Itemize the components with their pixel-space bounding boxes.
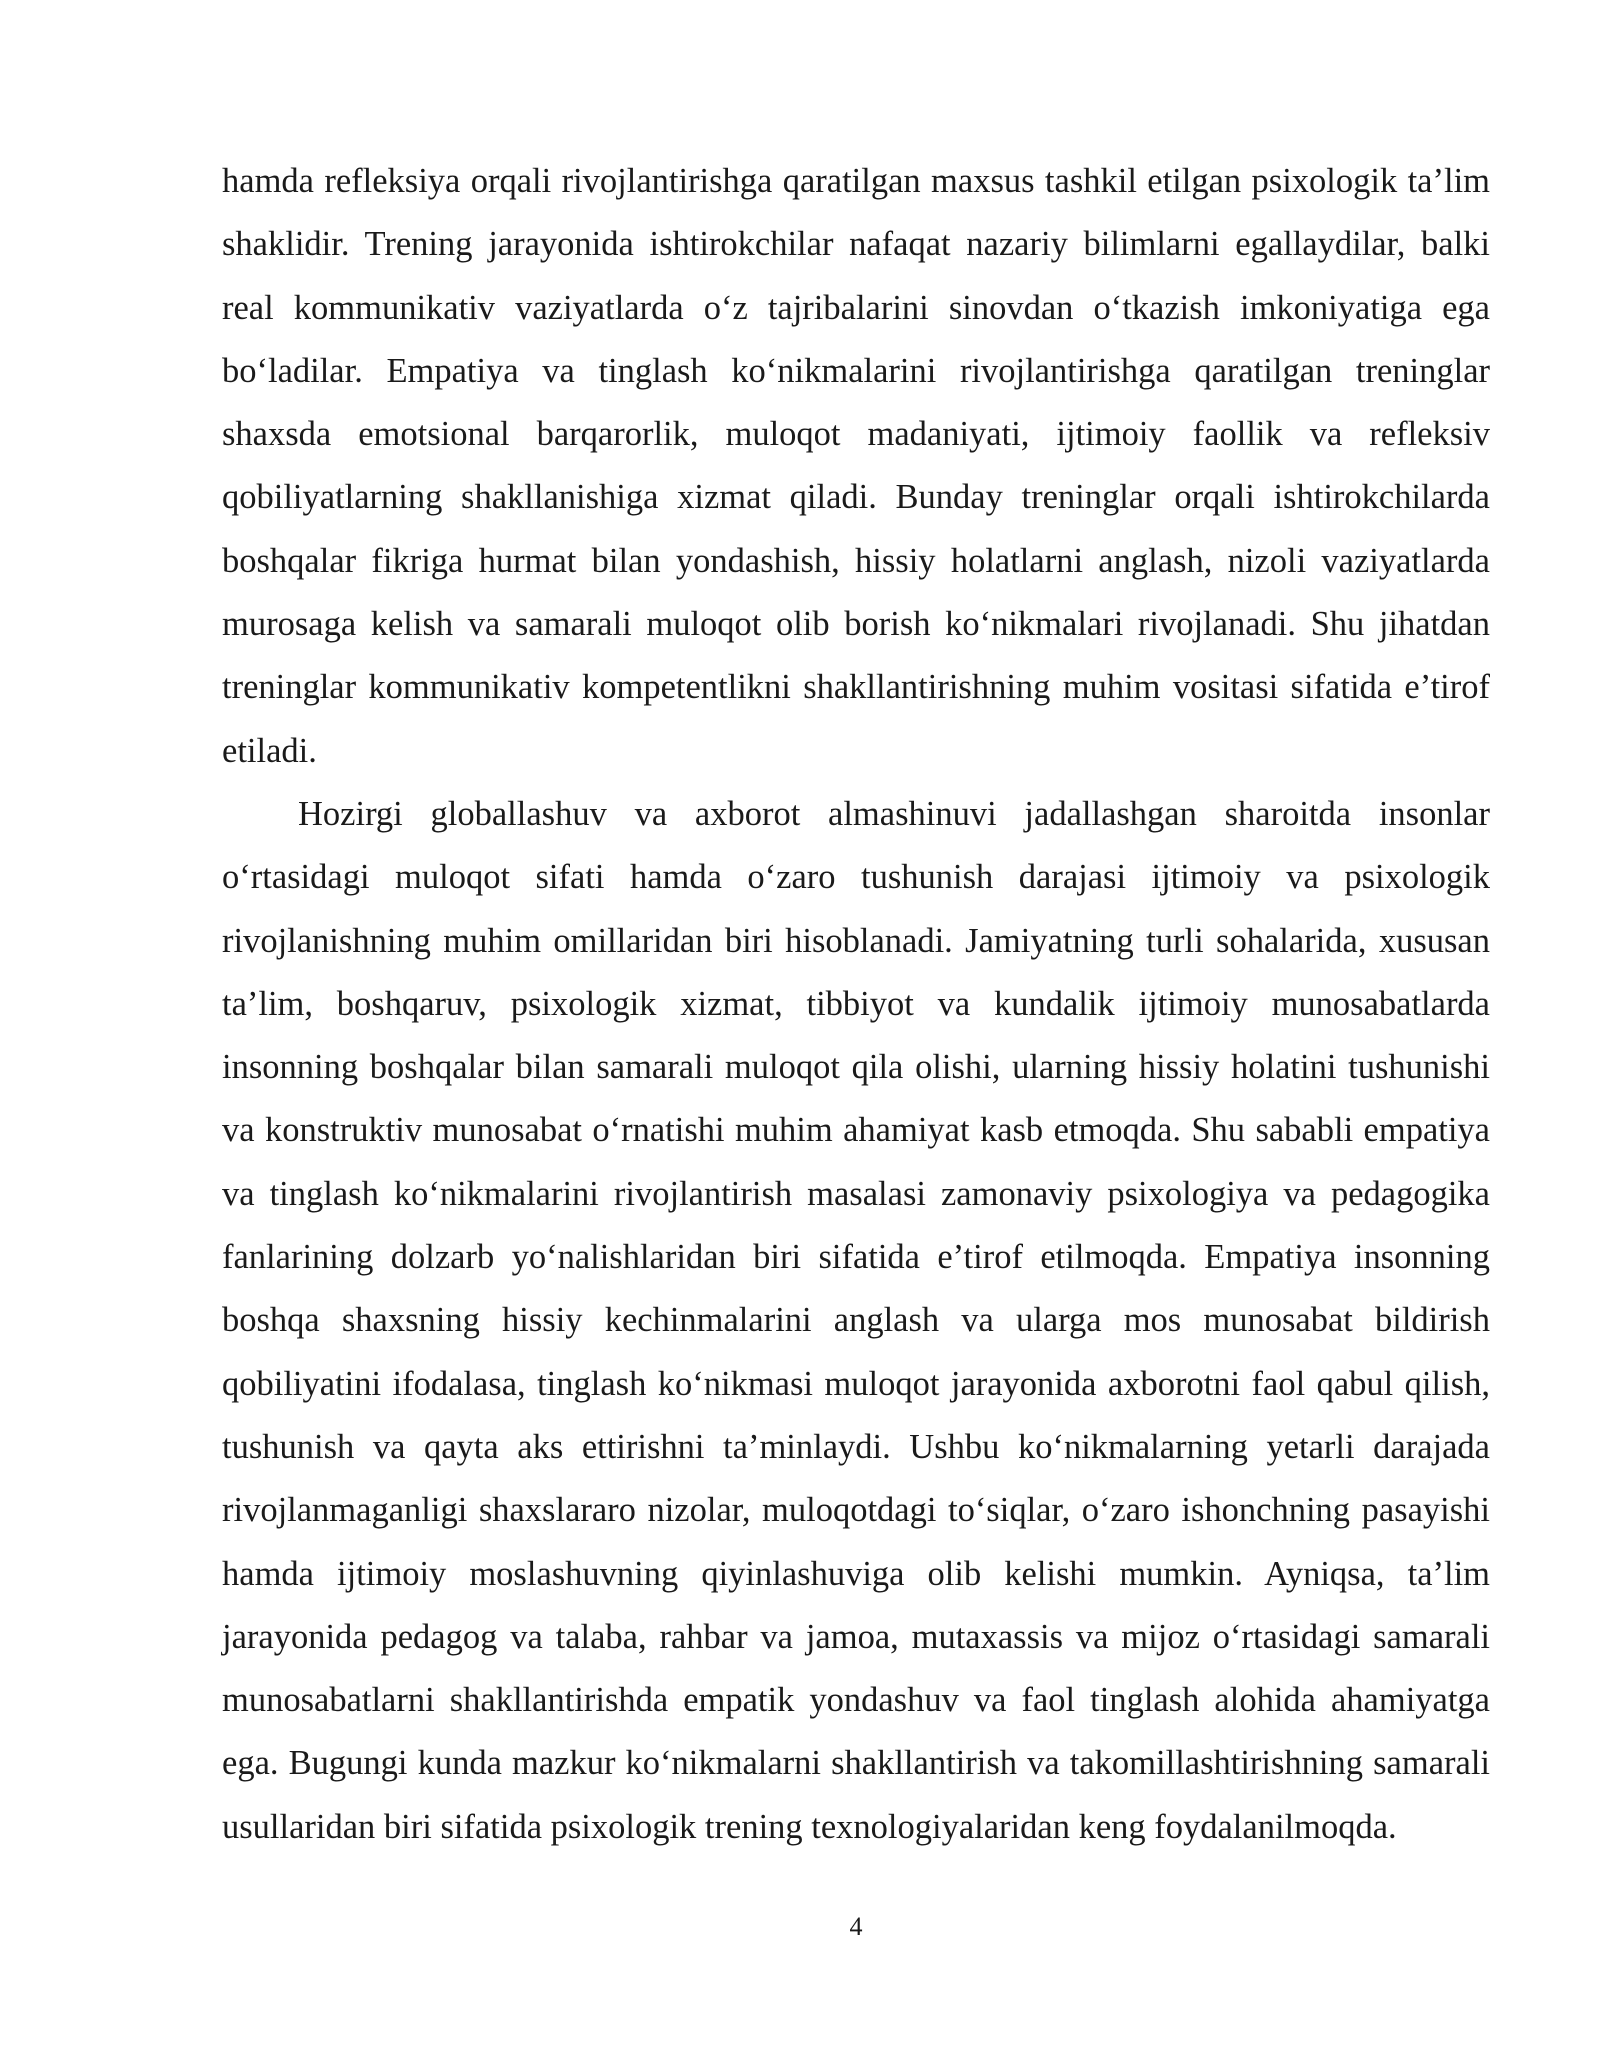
paragraph-continuation: hamda refleksiya orqali rivojlantirishga qaratilgan maxsus tashkil etilgan psixologik ta’lim shaklidir. Trening jarayonida ishtirokchilar nafaqat nazariy bilimlarni egallaydilar, balki real kommunikativ vaziyatlarda o‘z tajribalarini sinovdan o‘tkazish imkoniyatiga ega bo‘ladilar. Empatiya va tinglash ko‘nikmalarini rivojlantirishga qaratilgan treninglar shaxsda emotsional barqarorlik, muloqot madaniyati, ijtimoiy faollik va refleksiv qobiliyatlarning shakllanishiga xizmat qiladi. Bunday treninglar orqali ishtirokchilarda boshqalar fikriga hurmat bilan yondashish, hissiy holatlarni anglash, nizoli vaziyatlarda murosaga kelish va samarali muloqot olib borish ko‘nikmalari rivojlanadi. Shu jihatdan treninglar kommunikativ kompetentlikni shakllantirishning muhim vositasi sifatida e’tirof etiladi. <box>222 162 1490 770</box>
body-text <box>222 150 1490 1859</box>
page-number: 4 <box>849 1912 863 1941</box>
paragraph: Hozirgi globallashuv va axborot almashinuvi jadallashgan sharoitda insonlar o‘rtasidagi muloqot sifati hamda o‘zaro tushunish darajasi ijtimoiy va psixologik rivojlanishning muhim omillaridan biri hisoblanadi. Jamiyatning turli sohalarida, xususan ta’lim, boshqaruv, psixologik xizmat, tibbiyot va kundalik ijtimoiy munosabatlarda insonning boshqalar bilan samarali muloqot qila olishi, ularning hissiy holatini tushunishi va konstruktiv munosabat o‘rnatishi muhim ahamiyat kasb etmoqda. Shu sababli empatiya va tinglash ko‘nikmalarini rivojlantirish masalasi zamonaviy psixologiya va pedagogika fanlarining dolzarb yo‘nalishlaridan biri sifatida e’tirof etilmoqda. Empatiya insonning boshqa shaxsning hissiy kechinmalarini anglash va ularga mos munosabat bildirish qobiliyatini ifodalasa, tinglash ko‘nikmasi muloqot jarayonida axborotni faol qabul qilish, tushunish va qayta aks ettirishni ta’minlaydi. Ushbu ko‘nikmalarning yetarli darajada rivojlanmaganligi shaxslararo nizolar, muloqotdagi to‘siqlar, o‘zaro ishonchning pasayishi hamda ijtimoiy moslashuvning qiyinlashuviga olib kelishi mumkin. Ayniqsa, ta’lim jarayonida pedagog va talaba, rahbar va jamoa, mutaxassis va mijoz o‘rtasidagi samarali munosabatlarni shakllantirishda empatik yondashuv va faol tinglash alohida ahamiyatga ega. Bugungi kunda mazkur ko‘nikmalarni shakllantirish va takomillashtirishning samarali usullaridan biri sifatida psixologik trening texnologiyalaridan keng foydalanilmoqda. <box>222 794 1490 1846</box>
